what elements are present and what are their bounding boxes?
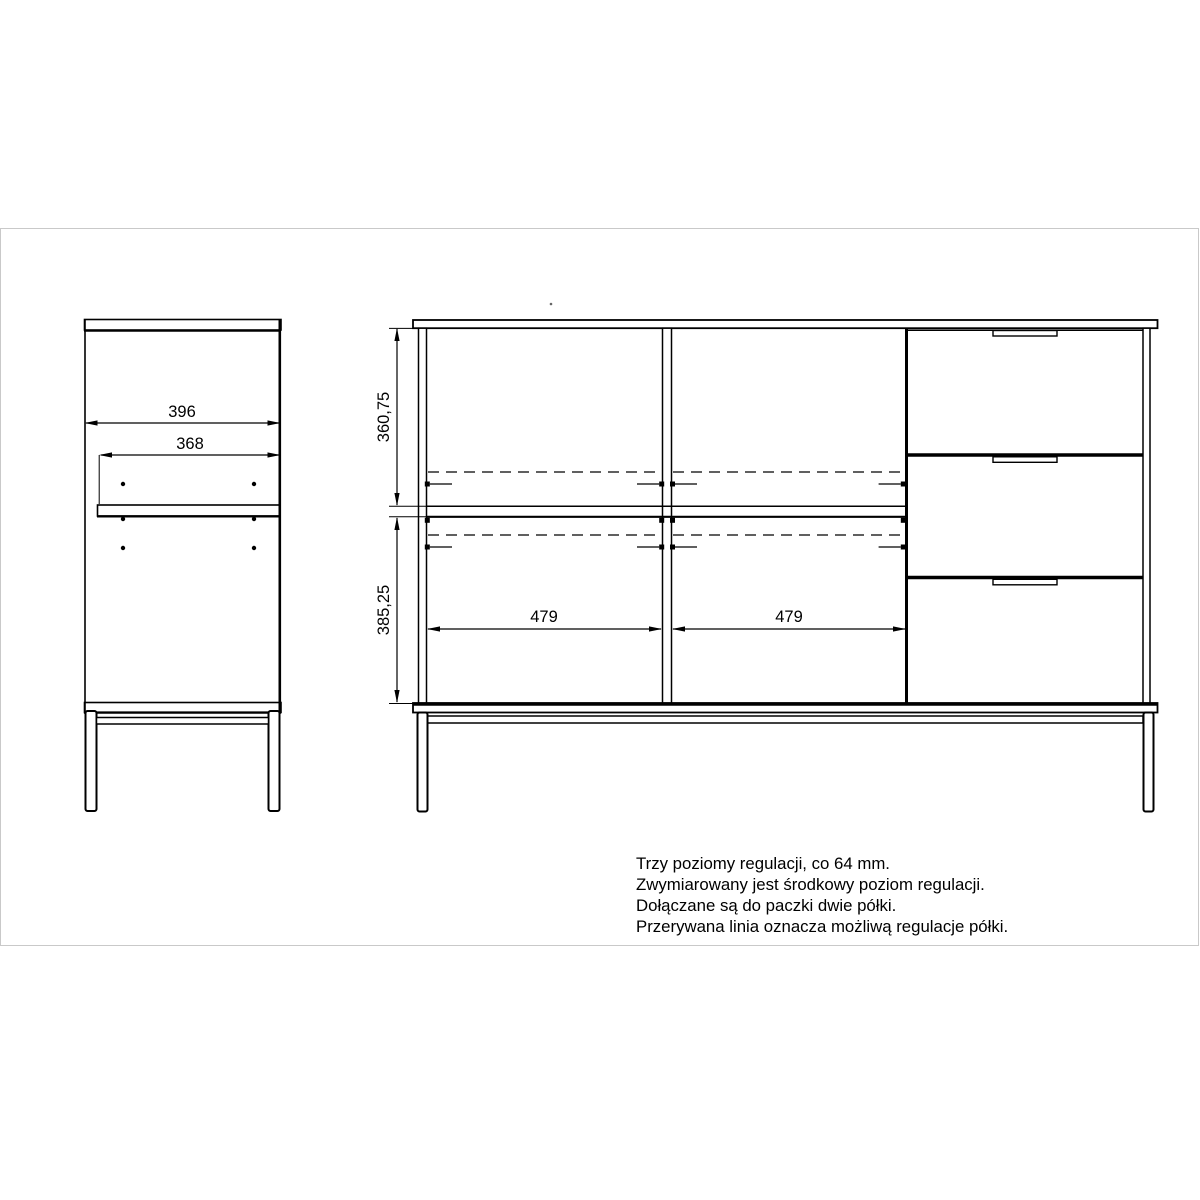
left-wall: [419, 328, 427, 703]
pin-square: [425, 518, 430, 523]
drawer-stack: [908, 330, 1143, 585]
leg: [269, 711, 280, 811]
arrowhead-left: [99, 452, 112, 457]
arrowhead-down: [394, 690, 399, 703]
dimension-label: 368: [176, 435, 204, 453]
arrowhead-left: [672, 626, 685, 631]
pin-square: [659, 545, 664, 550]
pin-hole-dot: [252, 546, 256, 550]
dimension-outer-depth: [85, 403, 281, 426]
pin-square: [425, 545, 430, 550]
dimension-label: 385,25: [375, 584, 393, 636]
note-line: Dołączane są do paczki dwie półki.: [636, 896, 897, 915]
pin-square: [425, 482, 430, 487]
side-view: [84, 320, 281, 812]
speck-dot: [550, 303, 553, 306]
top-panel: [413, 320, 1158, 328]
note-line: Zwymiarowany jest środkowy poziom regulacji.: [636, 875, 985, 894]
arrowhead-left: [85, 420, 98, 425]
base-stretcher: [97, 718, 269, 725]
notes-block: [636, 854, 1008, 936]
drawer-handle: [993, 579, 1057, 585]
arrowhead-up: [394, 517, 399, 530]
pin-square: [901, 482, 906, 487]
base-rail: [427, 716, 1143, 723]
pin-square: [659, 518, 664, 523]
arrowhead-right: [649, 626, 662, 631]
side-top-panel: [84, 320, 281, 331]
leg: [418, 713, 428, 812]
arrowhead-right: [893, 626, 906, 631]
pin-square: [670, 518, 675, 523]
hatch-shelf: [98, 505, 280, 516]
pin-hole-dot: [252, 517, 256, 521]
hatch-panel: [85, 320, 282, 331]
arrowhead-left: [427, 626, 440, 631]
arrowhead-up: [394, 328, 399, 341]
pin-hole-dot: [121, 546, 125, 550]
side-bottom-panel: [84, 703, 281, 713]
leg: [86, 711, 97, 811]
drawer-handle: [993, 331, 1057, 337]
hatch-panel: [85, 703, 282, 713]
note-line: Trzy poziomy regulacji, co 64 mm.: [636, 854, 890, 873]
pin-square: [901, 518, 906, 523]
pin-square: [670, 545, 675, 550]
side-shelf: [97, 505, 280, 516]
dimension-label: 396: [168, 403, 196, 421]
pin-hole-dot: [121, 482, 125, 486]
pin-square: [659, 482, 664, 487]
side-base-frame: [86, 711, 280, 811]
pin-hole-dot: [121, 517, 125, 521]
arrowhead-down: [394, 493, 399, 506]
front-view: [375, 320, 1158, 812]
pin-square: [901, 545, 906, 550]
dimension-label: 479: [775, 608, 803, 626]
dimension-inner-depth: [99, 435, 281, 504]
note-line: Przerywana linia oznacza możliwą regulacje półki.: [636, 917, 1009, 936]
pin-square: [670, 482, 675, 487]
dimension-left-compartment: [427, 608, 662, 632]
dimension-label: 360,75: [375, 391, 393, 443]
front-base-frame: [418, 713, 1154, 812]
drawer-handle: [993, 457, 1057, 463]
leg: [1144, 713, 1154, 812]
right-wall: [1143, 328, 1150, 703]
pin-hole-dot: [252, 482, 256, 486]
dimension-label: 479: [530, 608, 558, 626]
dimension-right-compartment: [672, 608, 906, 632]
